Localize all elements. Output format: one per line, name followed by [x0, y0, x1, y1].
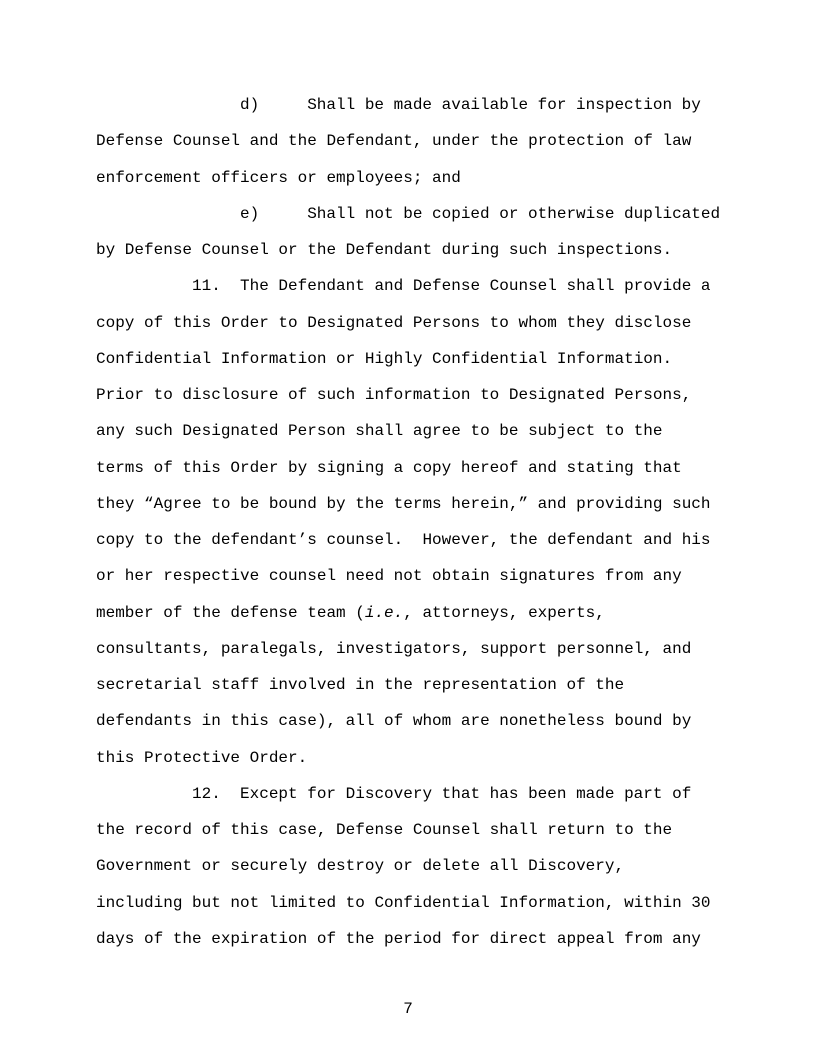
document-body: [96, 87, 736, 957]
text-line: enforcement officers or employees; and: [96, 168, 461, 187]
text-line: Confidential Information or Highly Confidential Information.: [96, 349, 673, 368]
text-line: Defense Counsel and the Defendant, under the protection of law: [96, 132, 692, 151]
text-line: by Defense Counsel or the Defendant during such inspections.: [96, 241, 673, 259]
item-e-line: [96, 196, 736, 232]
text-line: secretarial staff involved in the representation of the: [96, 676, 625, 694]
text-line: they “Agree to be bound by the terms herein,” and providing such: [96, 494, 711, 513]
text-line: this Protective Order.: [96, 748, 308, 767]
para-12-first-line: [96, 776, 736, 812]
text-line: Government or securely destroy or delete all Discovery,: [96, 857, 625, 876]
para-11-first-line: [96, 268, 736, 304]
text-line: the record of this case, Defense Counsel shall return to the: [96, 821, 673, 839]
italic-text: i.e.: [364, 603, 404, 622]
item-d-label: d): [240, 96, 260, 114]
item-e-label: e): [240, 204, 260, 223]
text-line: or her respective counsel need not obtain signatures from any: [96, 567, 682, 586]
para-12-number: 12.: [192, 784, 221, 803]
text-line: copy of this Order to Designated Persons to whom they disclose: [96, 313, 692, 332]
text-line: [96, 595, 736, 631]
text-line: including but not limited to Confidential Information, within 30: [96, 893, 711, 912]
text-line: any such Designated Person shall agree to be subject to the: [96, 422, 663, 441]
text: Shall be made available for inspection by: [307, 96, 701, 114]
text-line: Prior to disclosure of such information to Designated Persons,: [96, 386, 692, 404]
text: , attorneys, experts,: [403, 603, 605, 622]
text-line: days of the expiration of the period for direct appeal from any: [96, 929, 701, 948]
text-line: copy to the defendant’s counsel. However, the defendant and his: [96, 531, 711, 549]
text: The Defendant and Defense Counsel shall provide a: [240, 277, 711, 296]
text: Shall not be copied or otherwise duplicated: [307, 204, 721, 223]
text-line: consultants, paralegals, investigators, support personnel, and: [96, 639, 692, 658]
item-d-line: [96, 87, 736, 123]
text-line: terms of this Order by signing a copy hereof and stating that: [96, 458, 682, 477]
text: Except for Discovery that has been made part of: [240, 784, 692, 803]
page-number: 7: [403, 1000, 413, 1018]
para-11-number: 11.: [192, 277, 221, 296]
text: member of the defense team (: [96, 603, 365, 622]
text-line: defendants in this case), all of whom are nonetheless bound by: [96, 712, 692, 731]
